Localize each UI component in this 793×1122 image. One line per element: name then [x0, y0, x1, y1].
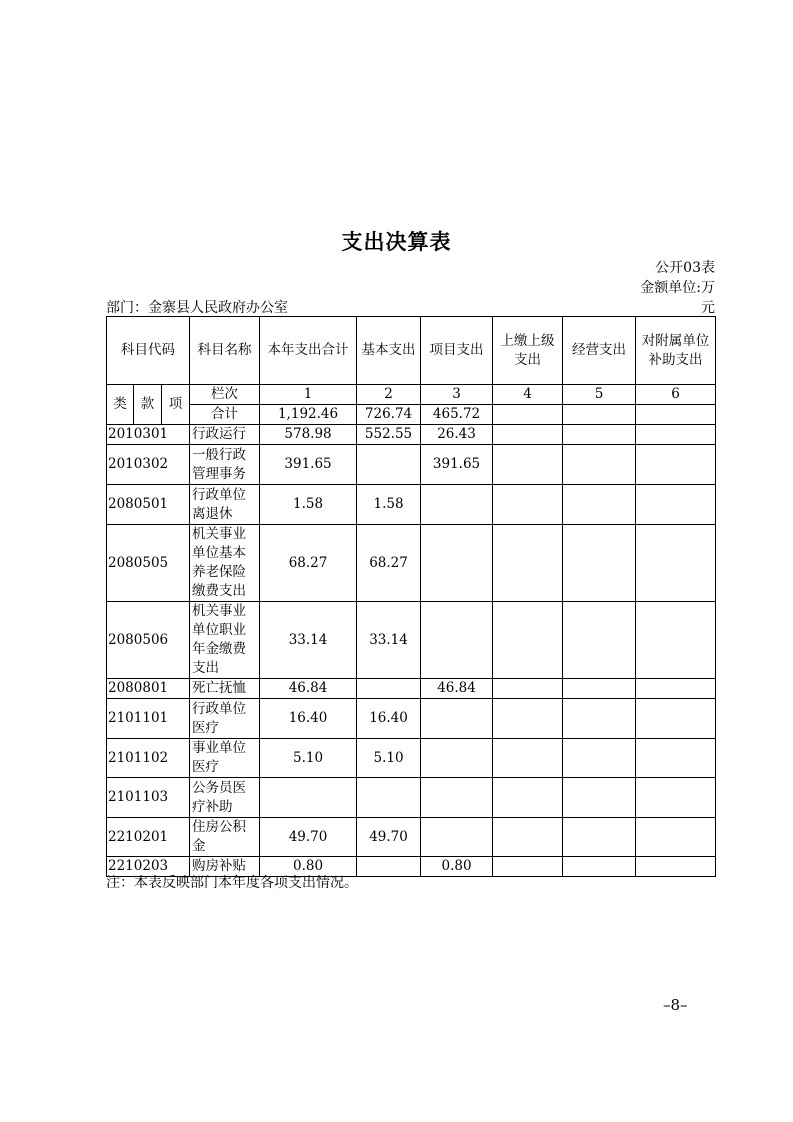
row-total: 49.70: [260, 818, 357, 857]
total-project: 465.72: [421, 405, 493, 425]
row-name: 机关事业单位职业年金缴费支出: [190, 602, 260, 679]
row-project: [421, 778, 493, 818]
row-business: [563, 778, 636, 818]
table-row: [107, 525, 716, 602]
row-business: [563, 739, 636, 778]
total-business: [563, 405, 636, 425]
row-project: 391.65: [421, 445, 493, 485]
row-business: [563, 818, 636, 857]
row-total: [260, 778, 357, 818]
row-subsidy: [636, 425, 716, 445]
row-basic: 33.14: [357, 602, 421, 679]
row-project: [421, 485, 493, 525]
row-basic: 16.40: [357, 699, 421, 739]
row-code: 2080501: [107, 485, 190, 525]
page-number: –8–: [663, 996, 688, 1014]
expenditure-table: [106, 316, 716, 877]
header-upper: 上缴上级支出: [493, 317, 563, 385]
row-subsidy: [636, 778, 716, 818]
row-project: [421, 818, 493, 857]
total-subsidy: [636, 405, 716, 425]
row-basic: 552.55: [357, 425, 421, 445]
table-row: [107, 699, 716, 739]
total-row: [107, 405, 716, 425]
unit-label: 金额单位:万: [640, 280, 715, 296]
header-row: [107, 317, 716, 385]
column-number-row: [107, 385, 716, 405]
table-note: 注：本表反映部门本年度各项支出情况。: [106, 875, 358, 891]
row-subsidy: [636, 699, 716, 739]
header-xiang: 项: [162, 385, 190, 425]
row-basic: [357, 679, 421, 699]
row-business: [563, 699, 636, 739]
row-code: 2080506: [107, 602, 190, 679]
row-name: 行政单位离退休: [190, 485, 260, 525]
table-id: 公开03表: [655, 260, 715, 276]
row-basic: 49.70: [357, 818, 421, 857]
row-project: 0.80: [421, 857, 493, 877]
header-lei: 类: [107, 385, 134, 425]
row-upper: [493, 485, 563, 525]
page-title: 支出决算表: [341, 230, 452, 254]
row-code: 2010302: [107, 445, 190, 485]
row-upper: [493, 602, 563, 679]
row-upper: [493, 699, 563, 739]
row-code: 2101101: [107, 699, 190, 739]
row-business: [563, 485, 636, 525]
table-row: [107, 679, 716, 699]
row-subsidy: [636, 485, 716, 525]
row-code: 2080801: [107, 679, 190, 699]
row-basic: 5.10: [357, 739, 421, 778]
row-upper: [493, 525, 563, 602]
table-row: [107, 739, 716, 778]
row-name: 行政单位医疗: [190, 699, 260, 739]
row-business: [563, 445, 636, 485]
row-total: 68.27: [260, 525, 357, 602]
row-total: 391.65: [260, 445, 357, 485]
row-business: [563, 679, 636, 699]
row-basic: 68.27: [357, 525, 421, 602]
table-row: [107, 602, 716, 679]
row-upper: [493, 425, 563, 445]
table-row: [107, 818, 716, 857]
row-project: [421, 739, 493, 778]
total-upper: [493, 405, 563, 425]
row-upper: [493, 679, 563, 699]
row-code: 2101102: [107, 739, 190, 778]
header-name: 科目名称: [190, 317, 260, 385]
row-code: 2010301: [107, 425, 190, 445]
row-basic: [357, 857, 421, 877]
col-number-4: 4: [493, 385, 563, 405]
row-name: 一般行政管理事务: [190, 445, 260, 485]
row-subsidy: [636, 739, 716, 778]
row-basic: 1.58: [357, 485, 421, 525]
col-number-3: 3: [421, 385, 493, 405]
row-business: [563, 857, 636, 877]
total-sum: 1,192.46: [260, 405, 357, 425]
row-subsidy: [636, 602, 716, 679]
col-number-6: 6: [636, 385, 716, 405]
row-upper: [493, 818, 563, 857]
row-code: 2210201: [107, 818, 190, 857]
table-row: [107, 425, 716, 445]
table-row: [107, 485, 716, 525]
row-upper: [493, 778, 563, 818]
header-subsidy: 对附属单位补助支出: [636, 317, 716, 385]
row-project: 46.84: [421, 679, 493, 699]
row-name: 购房补贴: [190, 857, 260, 877]
table-row: [107, 445, 716, 485]
row-project: [421, 525, 493, 602]
row-name: 死亡抚恤: [190, 679, 260, 699]
header-kuan: 款: [134, 385, 162, 425]
row-basic: [357, 445, 421, 485]
header-project: 项目支出: [421, 317, 493, 385]
row-project: 26.43: [421, 425, 493, 445]
row-total: 46.84: [260, 679, 357, 699]
row-name: 公务员医疗补助: [190, 778, 260, 818]
row-subsidy: [636, 445, 716, 485]
row-name: 住房公积金: [190, 818, 260, 857]
row-subsidy: [636, 818, 716, 857]
header-total: 本年支出合计: [260, 317, 357, 385]
col-number-2: 2: [357, 385, 421, 405]
row-project: [421, 602, 493, 679]
row-business: [563, 602, 636, 679]
row-total: 5.10: [260, 739, 357, 778]
row-total: 578.98: [260, 425, 357, 445]
row-subsidy: [636, 679, 716, 699]
row-total: 33.14: [260, 602, 357, 679]
row-upper: [493, 857, 563, 877]
department-label: 部门：金寨县人民政府办公室: [106, 300, 288, 316]
row-name: 事业单位医疗: [190, 739, 260, 778]
row-basic: [357, 778, 421, 818]
row-upper: [493, 445, 563, 485]
row-name: 行政运行: [190, 425, 260, 445]
row-project: [421, 699, 493, 739]
col-number-1: 1: [260, 385, 357, 405]
total-basic: 726.74: [357, 405, 421, 425]
row-total: 16.40: [260, 699, 357, 739]
row-subsidy: [636, 857, 716, 877]
row-upper: [493, 739, 563, 778]
row-subsidy: [636, 525, 716, 602]
table-row: [107, 778, 716, 818]
header-code: 科目代码: [107, 317, 190, 385]
row-code: 2101103: [107, 778, 190, 818]
row-business: [563, 425, 636, 445]
row-business: [563, 525, 636, 602]
row-total: 0.80: [260, 857, 357, 877]
header-business: 经营支出: [563, 317, 636, 385]
col-number-5: 5: [563, 385, 636, 405]
header-lanci: 栏次: [190, 385, 260, 405]
row-total: 1.58: [260, 485, 357, 525]
unit-label-cont: 元: [701, 300, 715, 316]
total-label: 合计: [190, 405, 260, 425]
row-name: 机关事业单位基本养老保险缴费支出: [190, 525, 260, 602]
row-code: 2210203: [107, 857, 190, 877]
header-basic: 基本支出: [357, 317, 421, 385]
row-code: 2080505: [107, 525, 190, 602]
